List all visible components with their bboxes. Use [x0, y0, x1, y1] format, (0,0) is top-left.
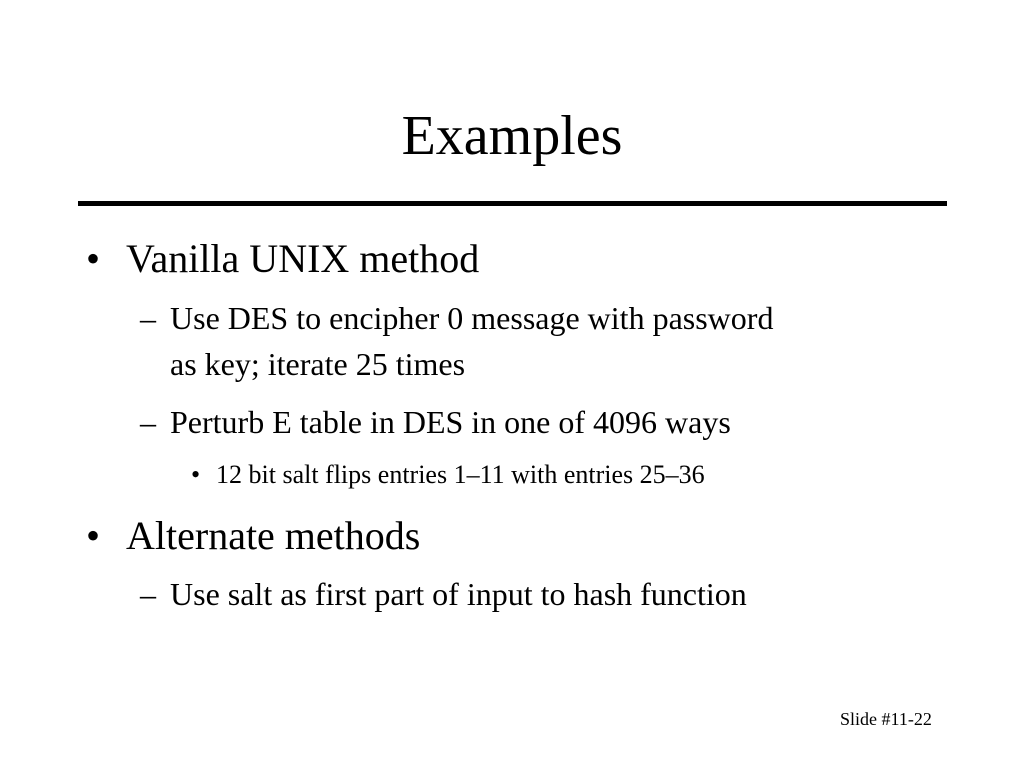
dash-marker: – — [140, 300, 156, 336]
slide-number: Slide #11-22 — [840, 709, 932, 729]
sub-bullet-text-line: Perturb E table in DES in one of 4096 ways — [170, 404, 731, 440]
dash-marker: – — [140, 404, 156, 440]
slide-title: Examples — [401, 105, 623, 167]
bullet-text: Alternate methods — [126, 513, 421, 558]
sub-sub-bullet-text: 12 bit salt flips entries 1–11 with entries 25–36 — [216, 460, 705, 489]
dash-marker: – — [140, 576, 156, 612]
bullet-marker: • — [86, 236, 101, 281]
sub-bullet-text-line: Use DES to encipher 0 message with password — [170, 300, 774, 336]
bullet-marker: • — [86, 513, 101, 558]
bullet-text: Vanilla UNIX method — [126, 236, 480, 281]
bullet-marker: • — [191, 460, 201, 489]
sub-bullet-text-line: as key; iterate 25 times — [170, 346, 466, 382]
sub-bullet-text-line: Use salt as first part of input to hash function — [170, 576, 747, 612]
